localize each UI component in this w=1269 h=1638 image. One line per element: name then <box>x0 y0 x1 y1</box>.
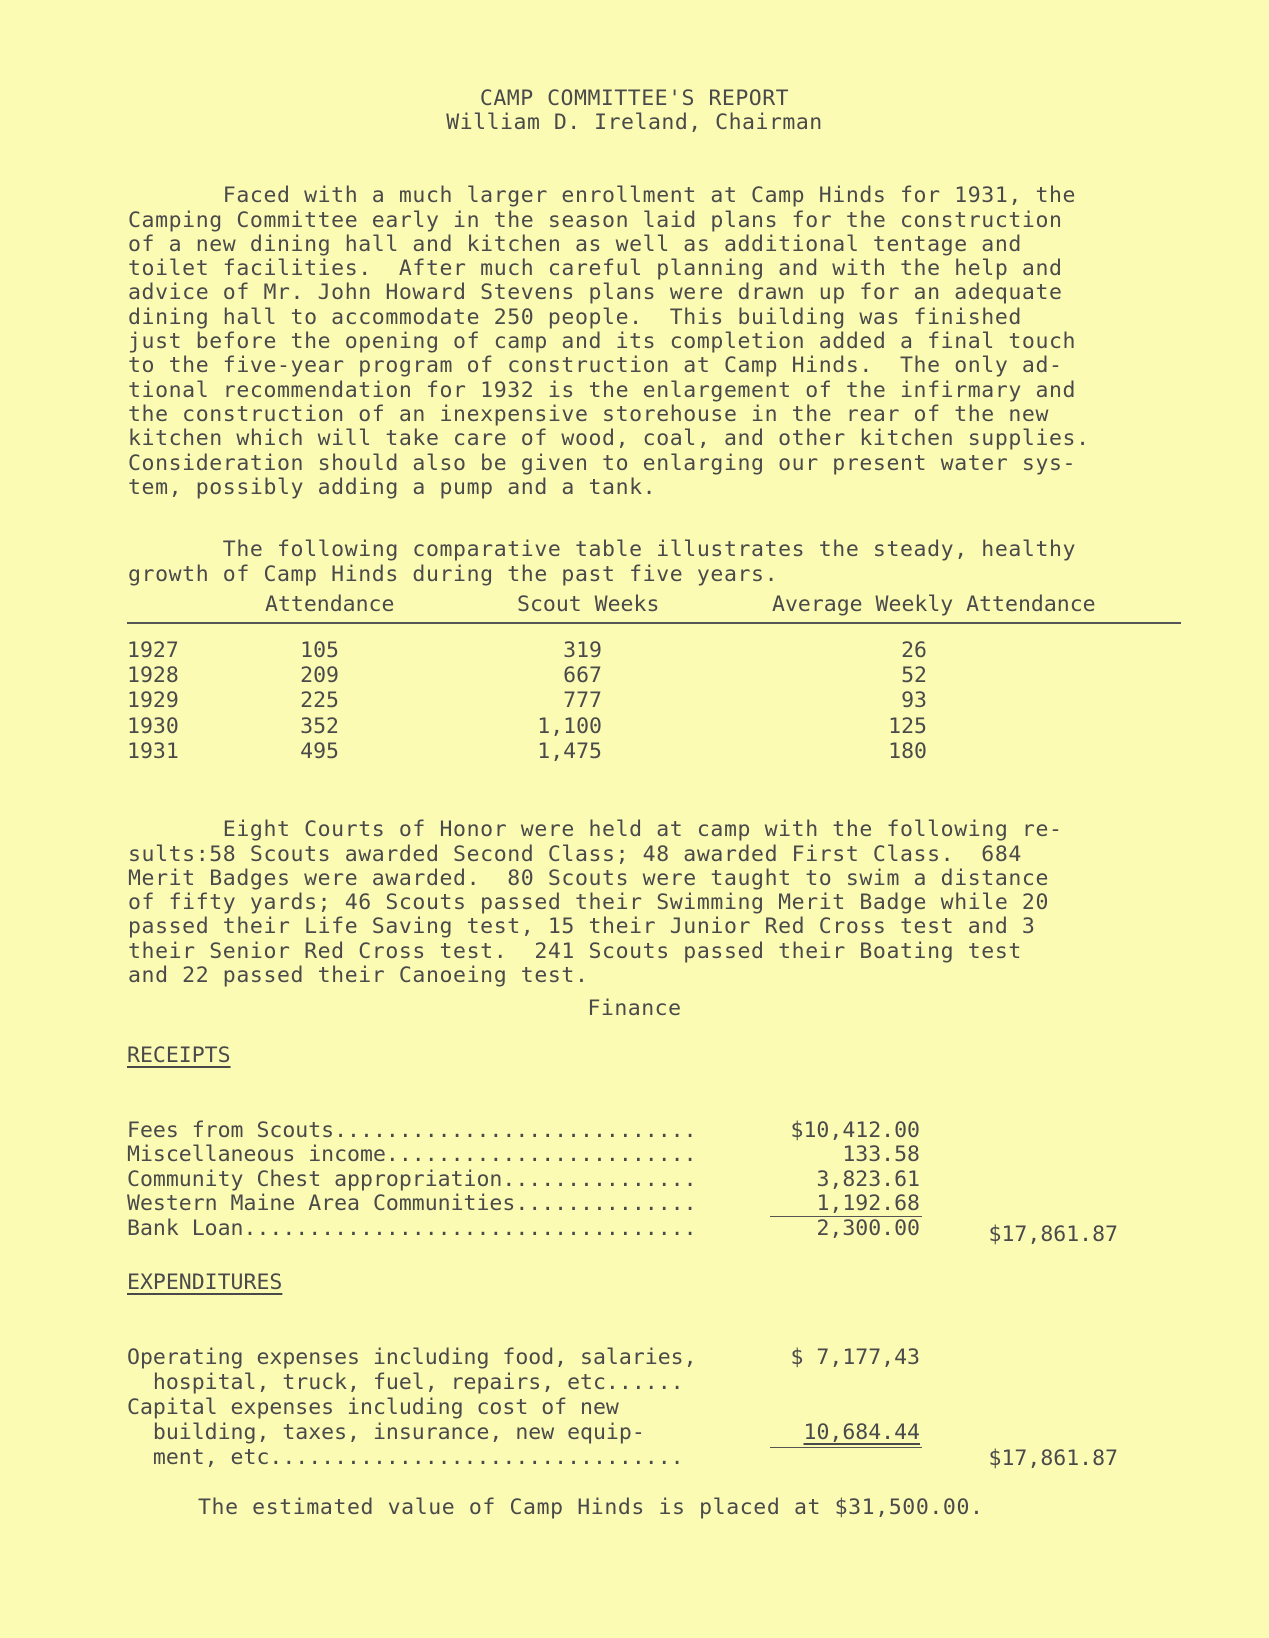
expenditures-total: $17,861.87 <box>988 1446 1118 1471</box>
receipt-label: Bank Loan................................... <box>127 1215 697 1241</box>
receipt-label: Western Maine Area Communities.............. <box>127 1191 697 1216</box>
expenditures-total-rule <box>770 1447 922 1448</box>
table-row <box>127 714 1181 739</box>
receipts-amounts <box>760 1094 920 1266</box>
header-scout-weeks: Scout Weeks <box>517 592 660 617</box>
cell-scout-weeks: 1,100 <box>537 713 602 739</box>
receipt-label: Fees from Scouts............................ <box>127 1117 697 1143</box>
cell-scout-weeks: 667 <box>563 663 602 689</box>
receipt-label: Miscellaneous income........................ <box>127 1142 697 1167</box>
paragraph-line: Faced with a much larger enrollment at Camp Hinds for 1931, the <box>128 183 1077 209</box>
paragraph-line: their Senior Red Cross test. 241 Scouts passed their Boating test <box>128 938 1022 964</box>
cell-attendance: 225 <box>300 688 339 714</box>
expenditure-line: hospital, truck, fuel, repairs, etc...... <box>127 1370 684 1395</box>
header-average-weekly: Average Weekly Attendance <box>772 592 1096 617</box>
cell-attendance: 352 <box>300 713 339 739</box>
report-subtitle: William D. Ireland, Chairman <box>446 110 823 135</box>
paragraph-line: growth of Camp Hinds during the past five years. <box>128 561 779 587</box>
report-title: CAMP COMMITTEE'S REPORT <box>479 86 790 111</box>
cell-year: 1927 <box>127 638 179 663</box>
cell-average: 180 <box>888 738 927 764</box>
paragraph-line: toilet facilities. After much careful planning and with the help and <box>128 256 1063 282</box>
expenditure-line: Operating expenses including food, salaries, <box>127 1345 697 1370</box>
receipt-amount: 3,823.61 <box>816 1166 920 1192</box>
courts-of-honor-paragraph <box>128 794 1188 1013</box>
paragraph-line: Consideration should also be given to enlarging our present water sys- <box>128 450 1077 476</box>
cell-attendance: 105 <box>300 638 339 663</box>
expenditure-capital <box>127 1370 684 1495</box>
table-row <box>127 663 1181 688</box>
receipts-total: $17,861.87 <box>988 1222 1118 1247</box>
paragraph-line: to the five-year program of construction at Camp Hinds. The only ad- <box>128 353 1063 379</box>
expenditure-capital-amount: 10,684.44 <box>803 1420 920 1445</box>
paragraph-line: dining hall to accommodate 250 people. This building was finished <box>128 304 1022 330</box>
expenditure-line: Capital expenses including cost of new <box>127 1395 619 1420</box>
cell-year: 1931 <box>127 738 179 764</box>
table-row <box>127 638 1181 663</box>
paragraph-line: kitchen which will take care of wood, coal, and other kitchen supplies. <box>128 426 1090 452</box>
table-row <box>127 739 1181 764</box>
paragraph-line: Eight Courts of Honor were held at camp with the following re- <box>128 817 1063 843</box>
paragraph-line: tem, possibly adding a pump and a tank. <box>128 474 657 500</box>
receipt-amount: 1,192.68 <box>816 1191 920 1216</box>
expenditures-heading: EXPENDITURES <box>127 1270 283 1295</box>
paragraph-line: tional recommendation for 1932 is the enlargement of the infirmary and <box>128 377 1077 403</box>
receipt-amount: $10,412.00 <box>790 1117 920 1143</box>
receipt-amount: 133.58 <box>842 1142 920 1167</box>
closing-statement: The estimated value of Camp Hinds is placed at $31,500.00. <box>198 1495 984 1520</box>
paragraph-line: and 22 passed their Canoeing test. <box>128 963 589 989</box>
cell-average: 125 <box>888 713 927 739</box>
paragraph-line: The following comparative table illustrates the steady, healthy <box>128 537 1077 563</box>
intro-paragraph <box>128 160 1188 524</box>
cell-year: 1928 <box>127 663 179 689</box>
cell-year: 1929 <box>127 688 179 714</box>
expenditure-line: ment, etc................................ <box>127 1445 684 1470</box>
cell-average: 93 <box>901 688 927 714</box>
cell-attendance: 495 <box>300 738 339 764</box>
cell-scout-weeks: 777 <box>563 688 602 714</box>
receipts-total-rule <box>770 1216 922 1217</box>
paragraph-line: passed their Life Saving test, 15 their Junior Red Cross test and 3 <box>128 914 1036 940</box>
finance-heading: Finance <box>587 996 682 1021</box>
receipt-label: Community Chest appropriation............... <box>127 1166 697 1192</box>
cell-scout-weeks: 1,475 <box>537 738 602 764</box>
expenditure-operating-amount: $ 7,177,43 <box>790 1345 920 1370</box>
receipts-list <box>127 1094 697 1266</box>
paragraph-line: Merit Badges were awarded. 80 Scouts were taught to swim a distance <box>128 865 1049 891</box>
table-header <box>127 592 1181 624</box>
header-attendance: Attendance <box>265 592 395 617</box>
paragraph-line: advice of Mr. John Howard Stevens plans were drawn up for an adequate <box>128 280 1063 306</box>
receipt-amount: 2,300.00 <box>816 1215 920 1241</box>
paragraph-line: just before the opening of camp and its completion added a final touch <box>128 329 1077 355</box>
table-row <box>127 688 1181 713</box>
cell-average: 26 <box>901 638 927 663</box>
paragraph-line: sults:58 Scouts awarded Second Class; 48 awarded First Class. 684 <box>128 841 1022 867</box>
receipts-heading: RECEIPTS <box>127 1043 231 1068</box>
paragraph-line: the construction of an inexpensive storehouse in the rear of the new <box>128 401 1049 427</box>
attendance-table <box>127 592 1181 764</box>
expenditure-line: building, taxes, insurance, new equip- <box>127 1420 645 1445</box>
cell-year: 1930 <box>127 713 179 739</box>
paragraph-line: of fifty yards; 46 Scouts passed their Swimming Merit Badge while 20 <box>128 890 1049 916</box>
paragraph-line: of a new dining hall and kitchen as well as additional tentage and <box>128 231 1022 257</box>
cell-average: 52 <box>901 663 927 689</box>
cell-scout-weeks: 319 <box>563 638 602 663</box>
cell-attendance: 209 <box>300 663 339 689</box>
paragraph-line: Camping Committee early in the season laid plans for the construction <box>128 207 1063 233</box>
